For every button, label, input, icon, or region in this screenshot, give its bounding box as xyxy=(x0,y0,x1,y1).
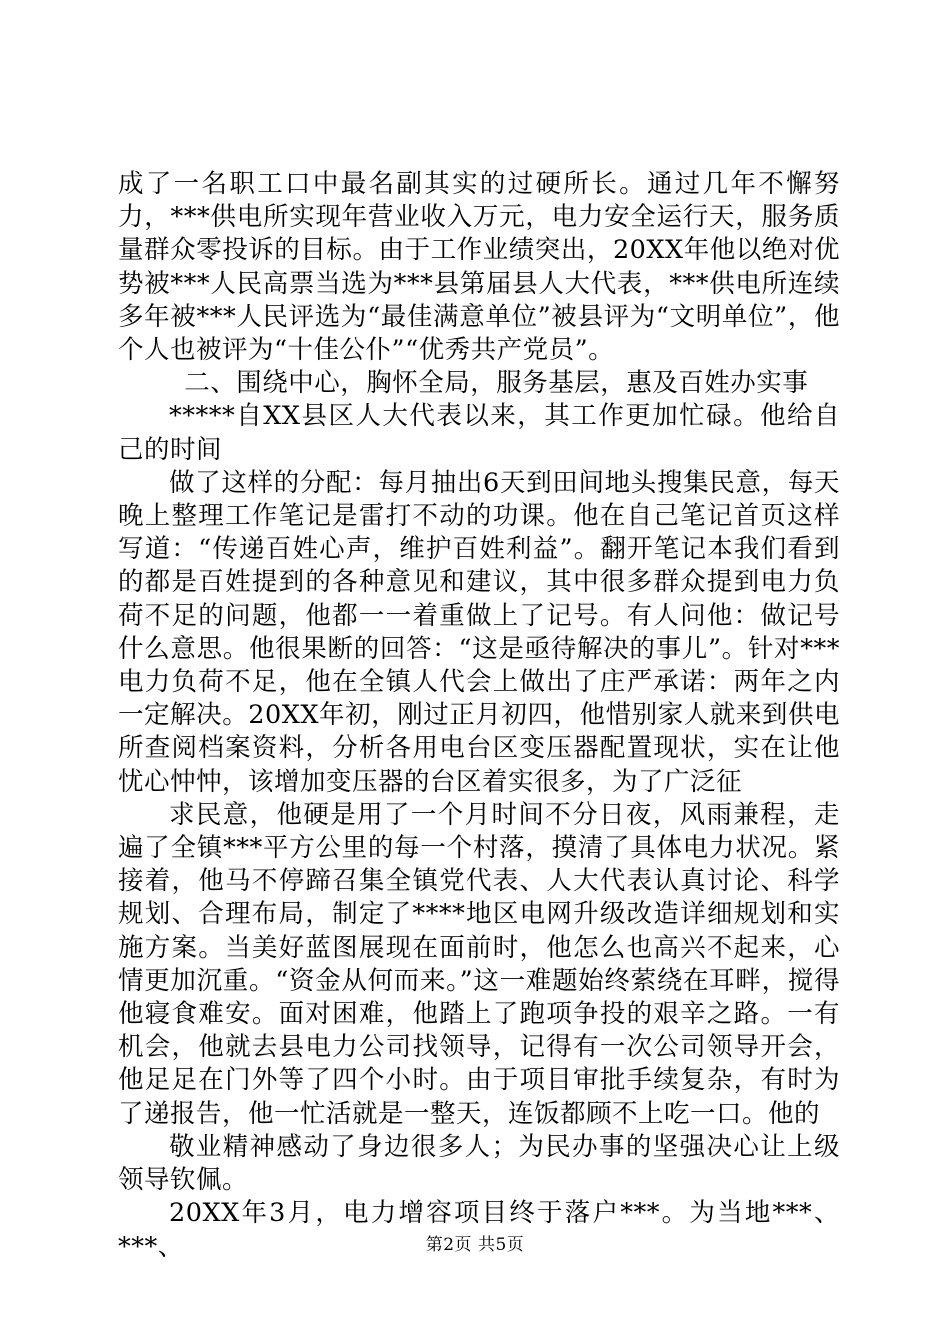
paragraph-2: *****自XX县区人大代表以来，其工作更加忙碌。他给自己的时间 xyxy=(118,401,840,465)
document-body xyxy=(118,168,840,1264)
paragraph-5: 敬业精神感动了身边很多人；为民办事的坚强决心让上级领导钦佩。 xyxy=(118,1131,840,1196)
paragraph-4: 求民意，他硬是用了一个月时间不分日夜，风雨兼程，走遍了全镇***平方公里的每一个村落，摸清了具体电力状况。紧接着，他马不停蹄召集全镇党代表、人大代表认真讨论、科学规划、合理布局，制定了****地区电网升级改造详细规划和实施方案。当美好蓝图展现在面前时，他怎么也高兴不起来，心情更加沉重。“资金从何而来。”这一难题始终萦绕在耳畔，搅得他寝食难安。面对困难，他踏上了跑项争投的艰辛之路。一有机会，他就去县电力公司找领导，记得有一次公司领导开会，他足足在门外等了四个小时。由于项目审批手续复杂，有时为了递报告，他一忙活就是一整天，连饭都顾不上吃一口。他的 xyxy=(118,799,840,1129)
section-heading: 二、围绕中心，胸怀全局，服务基层，惠及百姓办实事 xyxy=(184,368,809,399)
paragraph-6: 20XX年3月，电力增容项目终于落户***。为当地***、***、 xyxy=(118,1198,840,1262)
page-footer: 第2页 共5页 xyxy=(425,1235,525,1255)
paragraph-3: 做了这样的分配：每月抽出6天到田间地头搜集民意，每天晚上整理工作笔记是雷打不动的功课。他在自己笔记首页这样写道：“传递百姓心声，维护百姓利益”。翻开笔记本我们看到的都是百姓提到的各种意见和建议，其中很多群众提到电力负荷不足的问题，他都一一着重做上了记号。有人问他：做记号什么意思。他很果断的回答：“这是亟待解决的事儿”。针对***电力负荷不足，他在全镇人代会上做出了庄严承诺：两年之内一定解决。20XX年初，刚过正月初四，他惜别家人就来到供电所查阅档案资料，分析各用电台区变压器配置现状，实在让他忧心忡忡，该增加变压器的台区着实很多，为了广泛征 xyxy=(118,467,840,797)
paragraph-1: 成了一名职工口中最名副其实的过硬所长。通过几年不懈努力，***供电所实现年营业收入万元，电力安全运行天，服务质量群众零投诉的目标。由于工作业绩突出，20XX年他以绝对优势被***人民高票当选为***县第届县人大代表，***供电所连续多年被***人民评选为“最佳满意单位”被县评为“文明单位”，他个人也被评为“十佳公仆”“优秀共产党员”。 xyxy=(118,169,840,366)
